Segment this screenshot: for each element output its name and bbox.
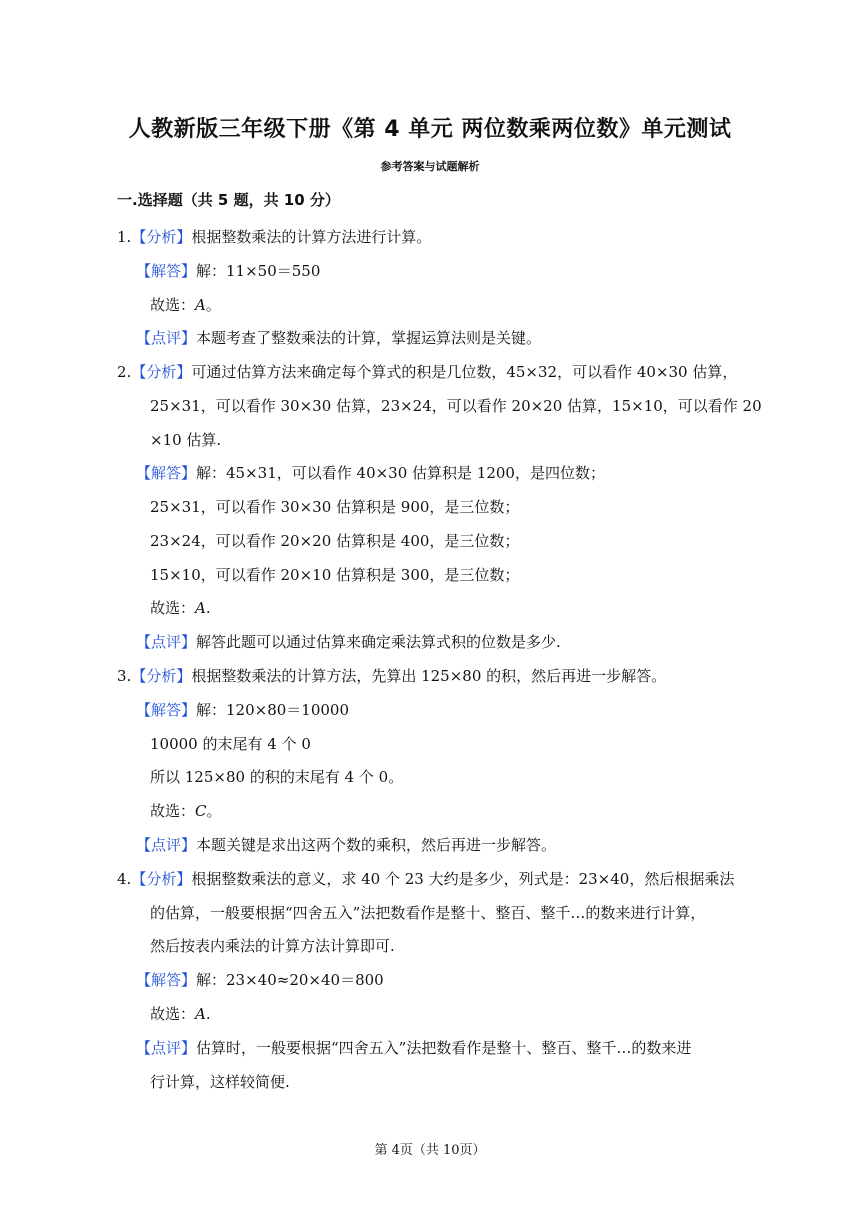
q2-analysis-line-3: ×10 估算. — [150, 431, 222, 449]
answer-text: 解：120×80＝10000 — [196, 701, 350, 719]
q3-answer-line — [136, 699, 349, 720]
q3-comment-line — [136, 834, 556, 855]
analysis-text: 根据整数乘法的计算方法，先算出 125×80 的积，然后再进一步解答。 — [191, 667, 667, 685]
q1-comment-line — [136, 327, 541, 348]
question-number: 3. — [117, 667, 132, 685]
page-subtitle: 参考答案与试题解析 — [380, 160, 480, 173]
q2-answer-line — [136, 462, 605, 483]
q3-answer-line-2: 10000 的末尾有 4 个 0 — [150, 735, 311, 753]
q4-analysis-line — [117, 868, 734, 889]
q3-analysis-line — [117, 665, 666, 686]
comment-tag: 【点评】 — [136, 836, 197, 854]
q3-answer-line-3: 所以 125×80 的积的末尾有 4 个 0。 — [150, 768, 404, 786]
answer-tag: 【解答】 — [136, 971, 197, 989]
comment-tag: 【点评】 — [136, 1039, 197, 1057]
q4-comment-line — [136, 1037, 691, 1058]
choice-letter: A — [195, 1005, 206, 1023]
comment-tag: 【点评】 — [136, 329, 197, 347]
analysis-tag: 【分析】 — [131, 870, 192, 888]
answer-tag: 【解答】 — [136, 701, 197, 719]
page-title: 人教新版三年级下册《第 4 单元 两位数乘两位数》单元测试 — [128, 117, 732, 142]
q2-answer-line-2: 25×31，可以看作 30×30 估算积是 900，是三位数； — [150, 498, 520, 516]
analysis-text: 根据整数乘法的计算方法进行计算。 — [191, 228, 432, 246]
answer-text: 解：45×31，可以看作 40×30 估算积是 1200，是四位数； — [196, 464, 605, 482]
comment-tag: 【点评】 — [136, 633, 197, 651]
choice-letter: A — [195, 296, 206, 314]
q4-comment-line-2: 行计算，这样较简便. — [150, 1073, 290, 1091]
comment-text: 本题关键是求出这两个数的乘积，然后再进一步解答。 — [196, 836, 557, 854]
q2-analysis-line — [117, 361, 737, 382]
page-footer: 第 4页（共 10页） — [374, 1143, 486, 1158]
question-number: 1. — [117, 228, 132, 246]
analysis-tag: 【分析】 — [131, 363, 192, 381]
q1-choice-line: 故选：A。 — [150, 296, 221, 314]
answer-tag: 【解答】 — [136, 464, 197, 482]
q1-analysis-line — [117, 226, 431, 247]
comment-text: 解答此题可以通过估算来确定乘法算式积的位数是多少. — [196, 633, 561, 651]
analysis-tag: 【分析】 — [131, 667, 192, 685]
comment-text: 本题考查了整数乘法的计算，掌握运算法则是关键。 — [196, 329, 542, 347]
q2-answer-line-3: 23×24，可以看作 20×20 估算积是 400，是三位数； — [150, 532, 520, 550]
q4-answer-line — [136, 969, 384, 990]
answer-tag: 【解答】 — [136, 262, 197, 280]
choice-letter: C — [195, 802, 207, 820]
q1-answer-line — [136, 260, 320, 281]
q2-analysis-line-2: 25×31，可以看作 30×30 估算，23×24，可以看作 20×20 估算，15×10，可以看作 20 — [150, 397, 762, 415]
question-number: 2. — [117, 363, 132, 381]
section-heading: 一.选择题（共 5 题，共 10 分） — [117, 191, 340, 209]
analysis-text: 根据整数乘法的意义，求 40 个 23 大约是多少，列式是：23×40，然后根据乘法 — [191, 870, 735, 888]
q4-choice-line: 故选：A. — [150, 1005, 211, 1023]
analysis-text: 可通过估算方法来确定每个算式的积是几位数，45×32，可以看作 40×30 估算， — [191, 363, 738, 381]
q2-choice-line: 故选：A. — [150, 599, 211, 617]
analysis-tag: 【分析】 — [131, 228, 192, 246]
q4-analysis-line-2: 的估算，一般要根据“四舍五入”法把数看作是整十、整百、整千…的数来进行计算， — [150, 904, 706, 922]
answer-text: 解：23×40≈20×40＝800 — [196, 971, 384, 989]
question-number: 4. — [117, 870, 132, 888]
comment-text: 估算时，一般要根据“四舍五入”法把数看作是整十、整百、整千…的数来进 — [196, 1039, 692, 1057]
q3-choice-line: 故选：C。 — [150, 802, 222, 820]
choice-letter: A — [195, 599, 206, 617]
q2-comment-line — [136, 631, 561, 652]
answer-text: 解：11×50＝550 — [196, 262, 321, 280]
q4-analysis-line-3: 然后按表内乘法的计算方法计算即可. — [150, 937, 395, 955]
q2-answer-line-4: 15×10，可以看作 20×10 估算积是 300，是三位数； — [150, 566, 520, 584]
